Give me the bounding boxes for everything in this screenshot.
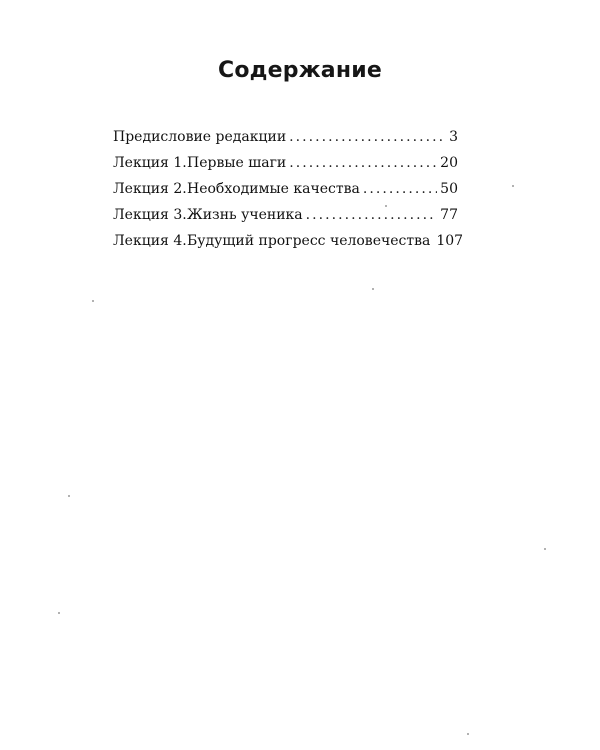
toc-lecture-label: Лекция 1. <box>113 155 187 171</box>
toc-page-number: 50 <box>440 181 458 197</box>
toc-entry-title: Будущий прогресс человечества <box>187 233 431 249</box>
toc-entry-lecture-4 <box>113 228 464 254</box>
toc-entry-title: Предисловие редакции <box>113 129 287 145</box>
scan-speck <box>512 185 514 187</box>
toc-lecture-label: Лекция 2. <box>113 181 187 197</box>
scan-speck <box>467 733 469 735</box>
scan-speck <box>372 288 374 290</box>
toc-page-number: 77 <box>440 207 458 223</box>
scan-speck <box>68 495 70 497</box>
toc-page-number: 3 <box>449 129 458 145</box>
toc-lecture-label: Лекция 3. <box>113 207 187 223</box>
toc-entry-lecture-3 <box>113 202 458 228</box>
dot-leader <box>289 124 446 150</box>
toc-entry-lecture-2 <box>113 176 458 202</box>
toc-entry-title: Необходимые качества <box>187 181 360 197</box>
toc-entry-lecture-1 <box>113 150 458 176</box>
toc-page-number: 20 <box>440 155 458 171</box>
dot-leader <box>306 202 438 228</box>
toc-page-number: 107 <box>436 233 464 249</box>
scan-speck <box>58 612 60 614</box>
table-of-contents <box>113 124 464 254</box>
dot-leader <box>363 176 437 202</box>
toc-entry-title: Жизнь ученика <box>187 207 303 223</box>
toc-entry-title: Первые шаги <box>187 155 287 171</box>
dot-leader <box>289 150 437 176</box>
scan-speck <box>385 205 387 207</box>
scan-speck <box>544 548 546 550</box>
page-title: Содержание <box>218 58 382 83</box>
toc-lecture-label: Лекция 4. <box>113 233 187 249</box>
scan-speck <box>92 300 94 302</box>
toc-entry-preface <box>113 124 458 150</box>
